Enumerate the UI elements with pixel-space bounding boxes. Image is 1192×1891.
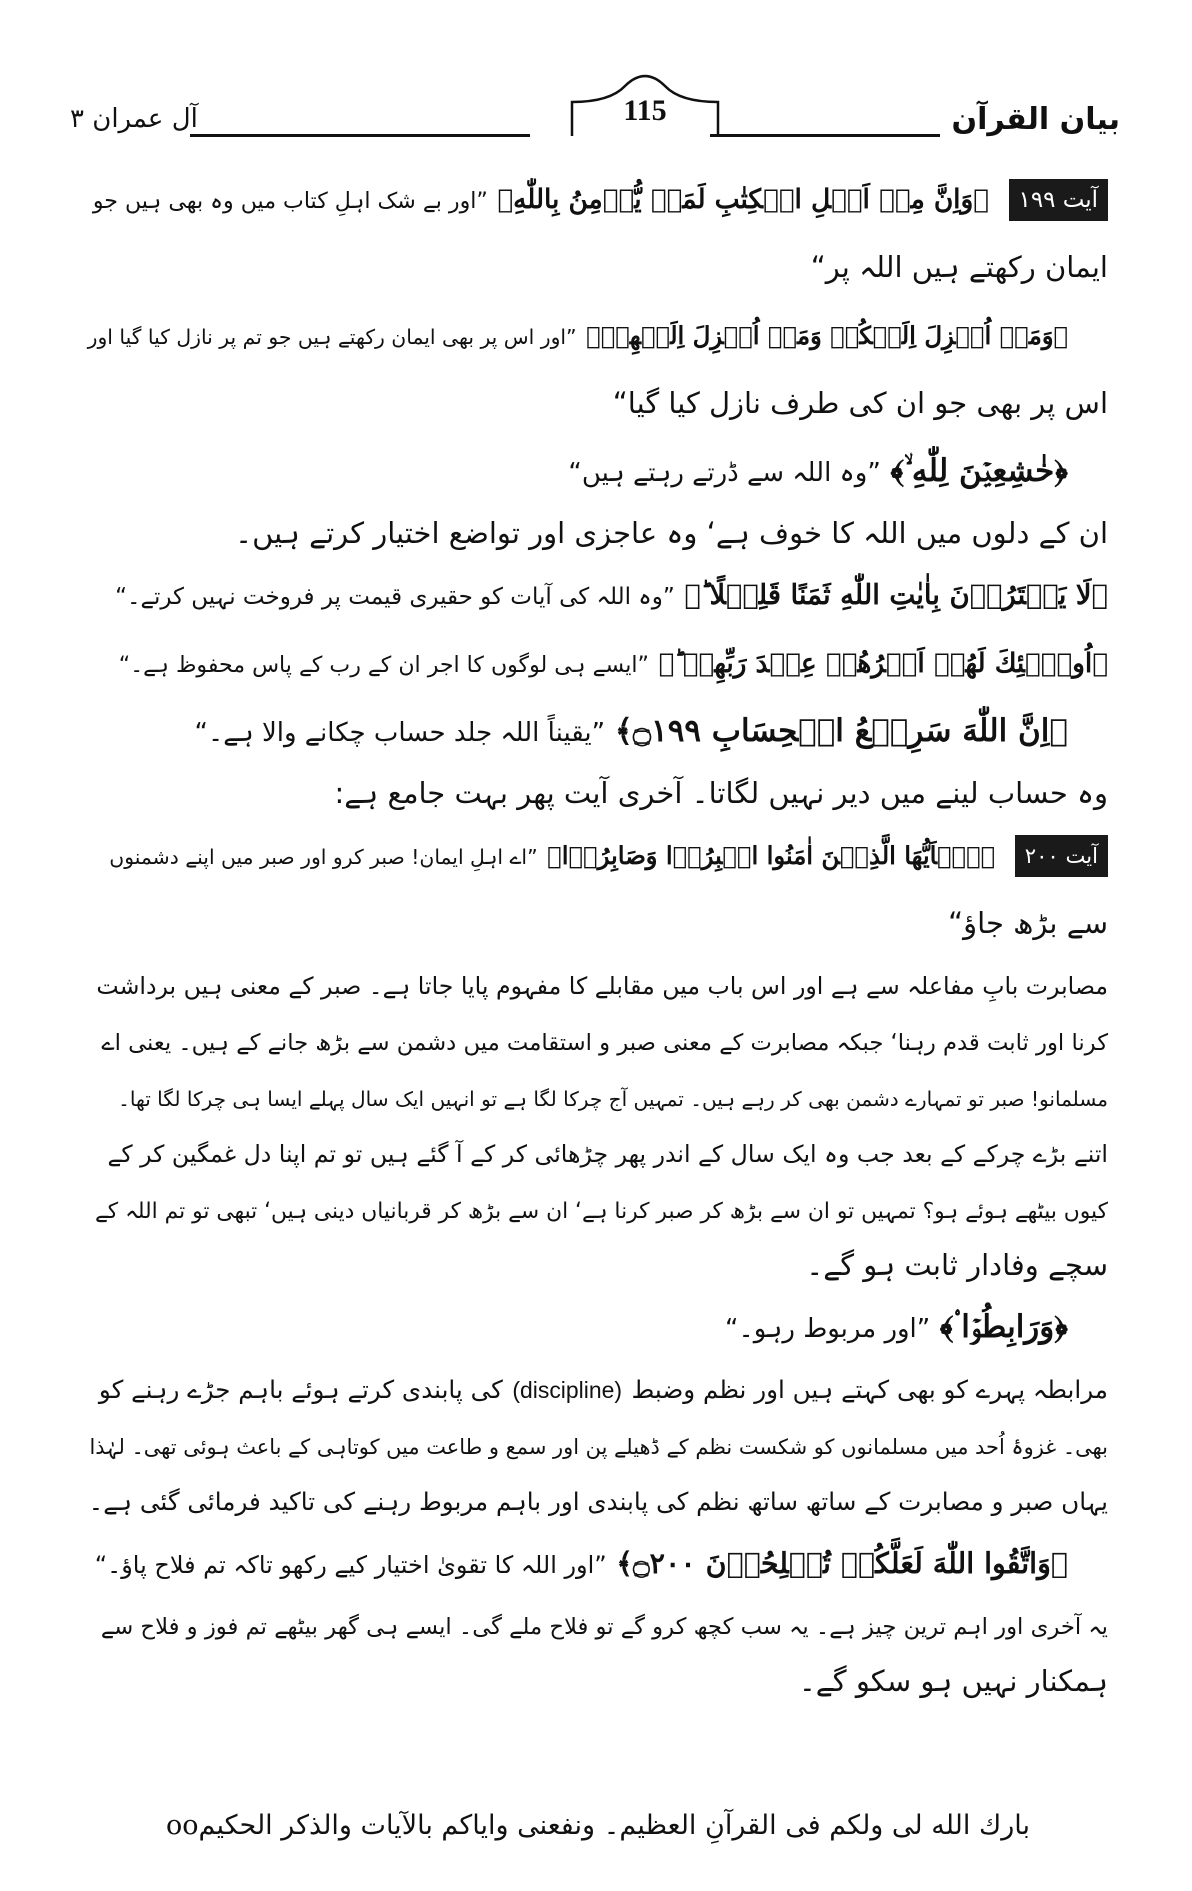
paragraph-line (88, 1237, 1108, 1293)
verse-200-line (88, 821, 1108, 889)
commentary-text: وہ حساب لینے میں دیر نہیں لگاتا۔ آخری آیت پھر بہت جامع ہے: (334, 776, 1108, 810)
header-rule-left (190, 134, 530, 137)
paragraph-line (88, 1597, 1108, 1653)
verse-tag: آیت ۲۰۰ (1015, 835, 1108, 877)
page-body (88, 165, 1108, 1709)
commentary-text: مصابرت بابِ مفاعلہ سے ہے اور اس باب میں مقابلے کا مفہوم پایا جاتا ہے۔ صبر کے معنی ہیں برداشت (96, 972, 1108, 1000)
commentary-text: سچے وفادار ثابت ہو گے۔ (806, 1248, 1108, 1282)
page-number: 115 (623, 94, 667, 127)
verse-line (88, 629, 1108, 697)
text-line (88, 765, 1108, 821)
verse-line (88, 697, 1108, 765)
paragraph-line (88, 957, 1108, 1013)
text-line (88, 505, 1108, 561)
verse-line (88, 301, 1108, 369)
arabic-text: ﴿وَاِنَّ مِنۡ اَهۡلِ الۡكِتٰبِ لَمَنۡ يُّؤۡمِنُ بِاللّٰهِ﴾ (497, 184, 989, 215)
commentary-text: کیوں بیٹھے ہوئے ہو؟ تمہیں تو ان سے بڑھ کر صبر کرنا ہے‘ ان سے بڑھ کر قربانیاں دینی ہیں‘ تبھی تو تم اللہ کے (95, 1199, 1108, 1224)
arabic-text: ﴿لَا يَشۡتَرُوۡنَ بِاٰيٰتِ اللّٰهِ ثَمَنًا قَلِيۡلًا ؕ﴾ (684, 579, 1108, 611)
commentary-text: بھی۔ غزوۂ اُحد میں مسلمانوں کو شکست نظم کے ڈھیلے پن اور سمع و طاعت میں کوتاہی کے باعث ہوئی تھی۔ لہٰذا (89, 1435, 1108, 1459)
paragraph-line (88, 1653, 1108, 1709)
surah-name: آل عمران ۳ (70, 104, 198, 134)
arabic-text: ﴿وَاتَّقُوا اللّٰهَ لَعَلَّكُمۡ تُفۡلِحُوۡنَ ۝۲۰۰﴾ (616, 1546, 1068, 1580)
paragraph-line (88, 1361, 1108, 1417)
translation-text: ”اور بے شک اہلِ کتاب میں وہ بھی ہیں جو (92, 189, 488, 214)
commentary-text: ہمکنار نہیں ہو سکو گے۔ (798, 1664, 1108, 1698)
text-line (88, 369, 1108, 437)
translation-text: ”اور اس پر بھی ایمان رکھتے ہیں جو تم پر نازل کیا گیا اور (87, 325, 577, 349)
commentary-text: کرنا اور ثابت قدم رہنا‘ جبکہ مصابرت کے معنی صبر و استقامت میں دشمن سے بڑھ جانے کے ہیں۔ یعنی اے (101, 1030, 1108, 1056)
arabic-text: ﴿وَمَاۤ اُنۡزِلَ اِلَيۡكُمۡ وَمَاۤ اُنۡزِلَ اِلَيۡهِمۡ﴾ (586, 321, 1068, 350)
closing-dua: بارك الله لى ولكم فى القرآنِ العظيم۔ ونفعنى وایاكم بالآیات والذكر الحكیمoo (165, 1810, 1030, 1841)
paragraph-line (88, 1069, 1108, 1125)
commentary-text: مسلمانو! صبر تو تمہارے دشمن بھی کر رہے ہیں۔ تمہیں آج چرکا لگا ہے تو انہیں ایک سال پہلے ایسا ہی چرکا لگا تھا۔ (118, 1087, 1108, 1111)
translation-text: ”ایسے ہی لوگوں کا اجر ان کے رب کے پاس محفوظ ہے۔“ (118, 653, 649, 678)
translation-text: ”وہ اللہ سے ڈرتے رہتے ہیں“ (568, 458, 881, 488)
paragraph-line (88, 1181, 1108, 1237)
book-title: بیان القرآن (951, 102, 1120, 137)
arabic-text: ﴿اُولٰۤئِكَ لَهُمۡ اَجۡرُهُمۡ عِنۡدَ رَبِّهِمۡ ؕ﴾ (658, 648, 1108, 679)
translation-text: سے بڑھ جاؤ“ (948, 906, 1108, 940)
page-header (70, 72, 1120, 137)
english-term: (discipline) (512, 1377, 622, 1403)
commentary-text: ان کے دلوں میں اللہ کا خوف ہے‘ وہ عاجزی اور تواضع اختیار کرتے ہیں۔ (235, 516, 1108, 550)
verse-line (88, 437, 1108, 505)
translation-text: ایمان رکھتے ہیں اللہ پر“ (810, 250, 1108, 284)
arabic-text: ﴿خٰشِعِيۡنَ لِلّٰهِ ۙ﴾ (890, 453, 1068, 489)
translation-text: اس پر بھی جو ان کی طرف نازل کیا گیا“ (612, 386, 1108, 420)
paragraph-line (88, 1473, 1108, 1529)
commentary-text: مرابطہ پہرے کو بھی کہتے ہیں اور نظم وضبط (631, 1375, 1108, 1404)
text-line (88, 233, 1108, 301)
translation-text: ”اے اہلِ ایمان! صبر کرو اور صبر میں اپنے دشمنوں (109, 845, 538, 869)
translation-text: ”اور اللہ کا تقویٰ اختیار کیے رکھو تاکہ تم فلاح پاؤ۔“ (94, 1551, 607, 1579)
verse-tag: آیت ۱۹۹ (1009, 179, 1108, 221)
verse-line (88, 1529, 1108, 1597)
paragraph-line (88, 1125, 1108, 1181)
verse-line (88, 1293, 1108, 1361)
commentary-text: یہاں صبر و مصابرت کے ساتھ ساتھ نظم کی پابندی اور باہم مربوط رہنے کی تاکید فرمائی گئی ہے۔ (88, 1487, 1108, 1516)
translation-text: ”یقیناً اللہ جلد حساب چکانے والا ہے۔“ (194, 718, 606, 748)
header-rule-right (710, 134, 940, 137)
paragraph-line (88, 1417, 1108, 1473)
verse-199-line (88, 165, 1108, 233)
text-line (88, 889, 1108, 957)
arabic-text: ﴿وَرَابِطُوۡا ۟﴾ (939, 1309, 1068, 1345)
translation-text: ”وہ اللہ کی آیات کو حقیری قیمت پر فروخت نہیں کرتے۔“ (115, 584, 675, 610)
commentary-text: یہ آخری اور اہم ترین چیز ہے۔ یہ سب کچھ کرو گے تو فلاح ملے گی۔ ایسے ہی گھر بیٹھے تم فوز و فلاح سے (100, 1614, 1108, 1640)
translation-text: ”اور مربوط رہو۔“ (725, 1314, 931, 1344)
arabic-text: ﴿يٰۤاَيُّهَا الَّذِيۡنَ اٰمَنُوا اصۡبِرُوۡا وَصَابِرُوۡا﴾ (547, 841, 996, 870)
paragraph-line (88, 1013, 1108, 1069)
page-number-badge (570, 72, 720, 138)
verse-line (88, 561, 1108, 629)
arabic-text: ﴿اِنَّ اللّٰهَ سَرِيۡعُ الۡحِسَابِ ۝۱۹۹﴾ (614, 713, 1068, 749)
commentary-text: اتنے بڑے چرکے کے بعد جب وہ ایک سال کے اندر پھر چڑھائی کر کے آ گئے ہیں تو تم اپنا دل غمگین کر کے (107, 1140, 1108, 1168)
commentary-text: کی پابندی کرتے ہوئے باہم جڑے رہنے کو (98, 1375, 503, 1404)
